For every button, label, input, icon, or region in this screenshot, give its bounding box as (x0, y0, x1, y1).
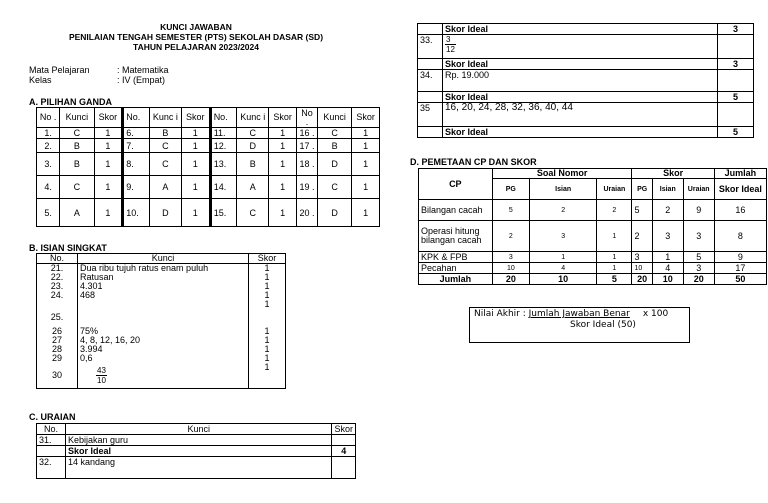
table-row (37, 282, 286, 291)
cell: 9 (714, 252, 766, 263)
table-row (419, 200, 767, 221)
cell (418, 127, 443, 138)
table-row (37, 446, 356, 457)
cell: Rp. 19.000 (443, 70, 718, 92)
subheader-uraian: Uraian (597, 179, 632, 200)
cell: 3 (632, 252, 652, 263)
cell: 3 (683, 221, 714, 252)
cell: 1. (37, 128, 60, 139)
cell: 1 (352, 128, 380, 139)
cell: 3 (683, 263, 714, 274)
cell (332, 457, 356, 479)
header-kunci: Kunc i (237, 108, 269, 128)
header-jumlah: Jumlah (714, 169, 766, 179)
cell: 1 (94, 199, 123, 227)
cell: C (237, 199, 269, 227)
header-skor: Skor (269, 108, 297, 128)
cell: Jumlah (419, 274, 493, 285)
cell: 1 (352, 139, 380, 153)
cell: 9. (123, 176, 150, 199)
cell: C (60, 176, 94, 199)
cell: 5 (597, 274, 632, 285)
cell: 1 (269, 176, 297, 199)
cell: D (317, 199, 351, 227)
header-no: No. (37, 424, 66, 435)
multiple-choice-table (36, 107, 380, 227)
header-title: KUNCI JAWABAN (160, 22, 232, 32)
cell: 1 (249, 273, 286, 282)
document-header (60, 22, 332, 52)
cell: KPK & FPB (419, 252, 493, 263)
cell: 5 (632, 200, 652, 221)
cell: 14. (210, 176, 237, 199)
cell: 1 (249, 300, 286, 322)
cell: 9 (683, 200, 714, 221)
cell: 27 (37, 336, 78, 345)
cell: 14 kandang (65, 457, 332, 479)
ideal-score-label: Skor Ideal (443, 24, 718, 35)
cell: 7. (123, 139, 150, 153)
cell: 3.994 (78, 345, 249, 354)
table-row (419, 263, 767, 274)
cell: 1 (249, 322, 286, 336)
table-row (418, 59, 754, 70)
table-row (37, 354, 286, 363)
cell: 17 (714, 263, 766, 274)
table-row (419, 252, 767, 263)
table-row (37, 153, 380, 176)
header-cp: CP (419, 169, 493, 200)
subheader-isian: Isian (652, 179, 683, 200)
cell: 1 (181, 199, 210, 227)
header-no: No . (37, 108, 60, 128)
table-row (37, 199, 380, 227)
cell: B (60, 139, 94, 153)
formula-denominator: Skor Ideal (50) (570, 320, 636, 330)
header-no: No. (37, 254, 78, 264)
cell: 1 (249, 363, 286, 388)
cell: 50 (714, 274, 766, 285)
cell: 16 . (296, 128, 317, 139)
cell: 1 (352, 176, 380, 199)
header-no: No. (210, 108, 237, 128)
cell: 5. (37, 199, 60, 227)
formula-label: Nilai Akhir : (474, 309, 529, 319)
header-skor: Skor (352, 108, 380, 128)
cell: B (237, 153, 269, 176)
table-row (37, 336, 286, 345)
cell: 2 (632, 221, 652, 252)
cell: 3 (652, 221, 683, 252)
cell: 1 (249, 336, 286, 345)
table-row (418, 70, 754, 92)
table-row (418, 92, 754, 103)
cell (718, 35, 754, 59)
cell: 24. (37, 291, 78, 300)
cell: 4 (530, 263, 597, 274)
cell: 28 (37, 345, 78, 354)
class-label: Kelas (29, 75, 52, 85)
cell: C (317, 176, 351, 199)
cell: B (149, 128, 181, 139)
cell: 23. (37, 282, 78, 291)
header-kunci: Kunci (60, 108, 94, 128)
ideal-score-value: 5 (718, 92, 754, 103)
cell: 22. (37, 273, 78, 282)
cell: C (60, 128, 94, 139)
subheader-isian: Isian (530, 179, 597, 200)
cell: Pecahan (419, 263, 493, 274)
cell: Kebijakan guru (65, 435, 332, 446)
cell: 2. (37, 139, 60, 153)
cell: 16 (714, 200, 766, 221)
cell: 3 (530, 221, 597, 252)
cell: 21. (37, 264, 78, 274)
essay-table (36, 423, 356, 479)
cell: 19 . (296, 176, 317, 199)
cell: 0,6 (78, 354, 249, 363)
table-row (37, 128, 380, 139)
cell: 1 (652, 252, 683, 263)
cell: 12. (210, 139, 237, 153)
cell: 11. (210, 128, 237, 139)
cell: 4.301 (78, 282, 249, 291)
cell: 1 (181, 153, 210, 176)
header-skor: Skor (94, 108, 123, 128)
cell: Operasi hitung bilangan cacah (419, 221, 493, 252)
cell: 6. (123, 128, 150, 139)
subheader-pg: PG (492, 179, 529, 200)
table-row (418, 103, 754, 127)
cell: 10 (492, 263, 529, 274)
cell: 2 (597, 200, 632, 221)
table-row (37, 291, 286, 300)
header-soal-nomor: Soal Nomor (492, 169, 632, 179)
cell: 10 (652, 274, 683, 285)
header-year: TAHUN PELAJARAN 2023/2024 (133, 42, 259, 52)
cell: 10 (530, 274, 597, 285)
cell: 8. (123, 153, 150, 176)
cell: 18 . (296, 153, 317, 176)
cell: 5 (492, 200, 529, 221)
cell: 25. (37, 300, 78, 322)
cell: D (317, 153, 351, 176)
table-row (418, 127, 754, 138)
cell: 3 (492, 252, 529, 263)
table-row (37, 139, 380, 153)
cell: 1 (269, 128, 297, 139)
cell: 13. (210, 153, 237, 176)
fraction-numerator: 3 (445, 35, 456, 45)
cell: 1 (94, 153, 123, 176)
cell: 4, 8, 12, 16, 20 (78, 336, 249, 345)
header-skor: Skor (632, 169, 714, 179)
ideal-score-label: Skor Ideal (443, 59, 718, 70)
cell: D (149, 199, 181, 227)
cell: D (237, 139, 269, 153)
header-skor: Skor (332, 424, 356, 435)
section-c-title: C. URAIAN (29, 412, 76, 422)
cell (418, 24, 443, 35)
cell: C (237, 128, 269, 139)
ideal-score-label: Skor Ideal (443, 92, 718, 103)
ideal-score-value: 5 (718, 127, 754, 138)
cell: A (237, 176, 269, 199)
cell: 1 (94, 128, 123, 139)
table-row (37, 273, 286, 282)
cell: 20 (632, 274, 652, 285)
cell (418, 59, 443, 70)
cell: 1 (249, 282, 286, 291)
cell: B (60, 153, 94, 176)
cell: 2 (492, 221, 529, 252)
cell: 1 (249, 264, 286, 274)
cell: C (149, 153, 181, 176)
cell: B (317, 139, 351, 153)
header-skor: Skor (181, 108, 210, 128)
header-skor-ideal: Skor Ideal (714, 179, 766, 200)
header-no: No . (296, 108, 317, 128)
cell: 35 (418, 103, 443, 127)
cell: 5 (683, 252, 714, 263)
cell: C (317, 128, 351, 139)
ideal-score-value: 3 (718, 59, 754, 70)
section-b-title: B. ISIAN SINGKAT (29, 243, 107, 253)
fraction-numerator: 43 (97, 365, 106, 375)
cell: 34. (418, 70, 443, 92)
cell: 32. (37, 457, 66, 479)
cell: 1 (269, 153, 297, 176)
cell: Dua ribu tujuh ratus enam puluh (78, 264, 249, 274)
subheader-pg: PG (632, 179, 652, 200)
header-kunci: Kunci (65, 424, 332, 435)
subject-value: : Matematika (117, 65, 169, 75)
essay-table-continued (417, 23, 754, 138)
subheader-uraian: Uraian (683, 179, 714, 200)
cell: 1 (181, 139, 210, 153)
header-no: No. (123, 108, 150, 128)
cell: 2 (530, 200, 597, 221)
fraction-denominator: 12 (446, 45, 455, 54)
cell (37, 446, 66, 457)
section-a-title: A. PILIHAN GANDA (29, 97, 112, 107)
header-kunci: Kunci (317, 108, 351, 128)
cell: Bilangan cacah (419, 200, 493, 221)
cell: 75% (78, 322, 249, 336)
final-score-formula (469, 307, 690, 343)
cell: 1 (249, 345, 286, 354)
formula-multiplier: x 100 (642, 309, 669, 319)
table-row (418, 24, 754, 35)
table-row (419, 221, 767, 252)
cell (78, 300, 249, 322)
table-row (37, 345, 286, 354)
cell: 10 (632, 263, 652, 274)
formula-numerator: Jumlah Jawaban Benar (528, 309, 630, 319)
cell: 1 (269, 199, 297, 227)
cell: 1 (597, 263, 632, 274)
cell (332, 435, 356, 446)
cell: 1 (597, 221, 632, 252)
cell: 30 (37, 363, 78, 388)
fraction-43-10 (78, 363, 249, 388)
cell: 20 (683, 274, 714, 285)
total-row (419, 274, 767, 285)
cell: 3. (37, 153, 60, 176)
cell: 1 (94, 176, 123, 199)
header-skor: Skor (249, 254, 286, 264)
cell: 1 (181, 176, 210, 199)
cell: 1 (597, 252, 632, 263)
cell: 29 (37, 354, 78, 363)
cell: 1 (249, 354, 286, 363)
cell: 1 (530, 252, 597, 263)
table-row (37, 363, 286, 388)
cell: 31. (37, 435, 66, 446)
ideal-score-value: 3 (718, 24, 754, 35)
short-answer-table (36, 253, 286, 389)
cell: 1 (269, 139, 297, 153)
cell (718, 70, 754, 92)
cp-mapping-table (418, 168, 767, 285)
cell: 1 (94, 139, 123, 153)
section-d-title: D. PEMETAAN CP DAN SKOR (410, 157, 537, 167)
ideal-score-label: Skor Ideal (65, 446, 332, 457)
subject-info (29, 65, 169, 85)
cell: 2 (652, 200, 683, 221)
cell: A (60, 199, 94, 227)
cell: 1 (181, 128, 210, 139)
table-row (37, 322, 286, 336)
cell: 16, 20, 24, 28, 32, 36, 40, 44 (443, 103, 718, 127)
table-row (418, 35, 754, 59)
cell: 20 . (296, 199, 317, 227)
class-value: : IV (Empat) (117, 75, 166, 85)
ideal-score-value: 4 (332, 446, 356, 457)
table-row (37, 435, 356, 446)
header-kunci: Kunci (78, 254, 249, 264)
cell: 10. (123, 199, 150, 227)
header-kunci: Kunc i (149, 108, 181, 128)
cell: 4. (37, 176, 60, 199)
cell: 17 . (296, 139, 317, 153)
cell: 468 (78, 291, 249, 300)
cell (418, 92, 443, 103)
cell: 26 (37, 322, 78, 336)
fraction-denominator: 10 (97, 375, 106, 385)
cell: 33. (418, 35, 443, 59)
cell: 1 (352, 199, 380, 227)
subject-label: Mata Pelajaran (29, 65, 90, 75)
header-subtitle: PENILAIAN TENGAH SEMESTER (PTS) SEKOLAH DASAR (SD) (68, 32, 324, 42)
table-row (37, 264, 286, 274)
cell: 15. (210, 199, 237, 227)
ideal-score-label: Skor Ideal (443, 127, 718, 138)
cell: A (149, 176, 181, 199)
cell: Ratusan (78, 273, 249, 282)
cell: C (149, 139, 181, 153)
cell: 4 (652, 263, 683, 274)
cell (718, 103, 754, 127)
cell: 1 (352, 153, 380, 176)
table-row (37, 300, 286, 322)
table-row (37, 457, 356, 479)
cell: 1 (249, 291, 286, 300)
cell: 20 (492, 274, 529, 285)
table-row (37, 176, 380, 199)
cell: 8 (714, 221, 766, 252)
fraction-3-12 (443, 35, 718, 59)
